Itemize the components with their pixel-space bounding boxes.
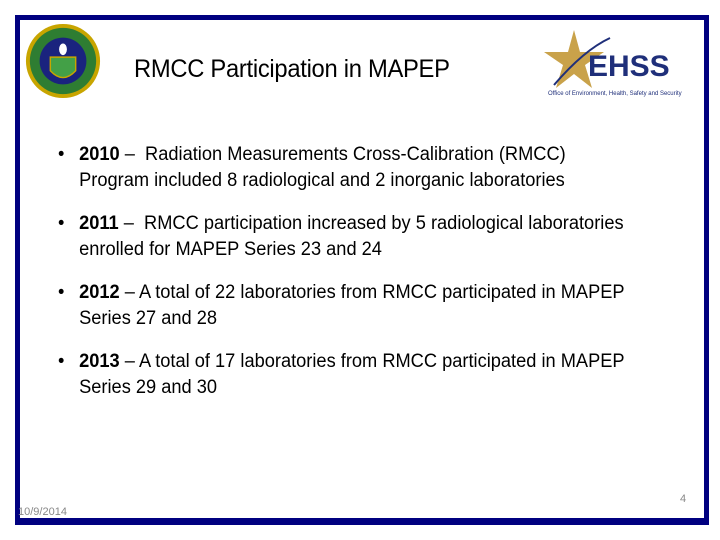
bullet-icon: • [58,213,65,234]
ehss-logo-text: EHSS [588,50,670,83]
bullet-item-2013: • 2013 – A total of 17 laboratories from RMCC participated in MAPEP Series 29 and 30 [58,351,625,398]
page-number: 4 [680,493,687,505]
doe-seal-logo [24,22,102,100]
bullet-icon: • [58,282,65,303]
bullet-list [58,142,658,418]
footer-date: 10/9/2014 [18,506,67,518]
slide-title: RMCC Participation in MAPEP [134,55,450,83]
bullet-item-2010: • 2010 – Radiation Measurements Cross-Calibration (RMCC) Program included 8 radiological and 2 inorganic laboratories [58,144,566,191]
bullet-item-2012: • 2012 – A total of 22 laboratories from RMCC participated in MAPEP Series 27 and 28 [58,282,625,329]
bullet-item-2011: • 2011 – RMCC participation increased by 5 radiological laboratories enrolled for MAPEP Series 23 and 24 [58,213,624,260]
bullet-icon: • [58,351,65,372]
bullet-icon: • [58,144,65,165]
ehss-logo [544,30,696,100]
ehss-logo-subtitle: Office of Environment, Health, Safety and Security [548,91,682,97]
